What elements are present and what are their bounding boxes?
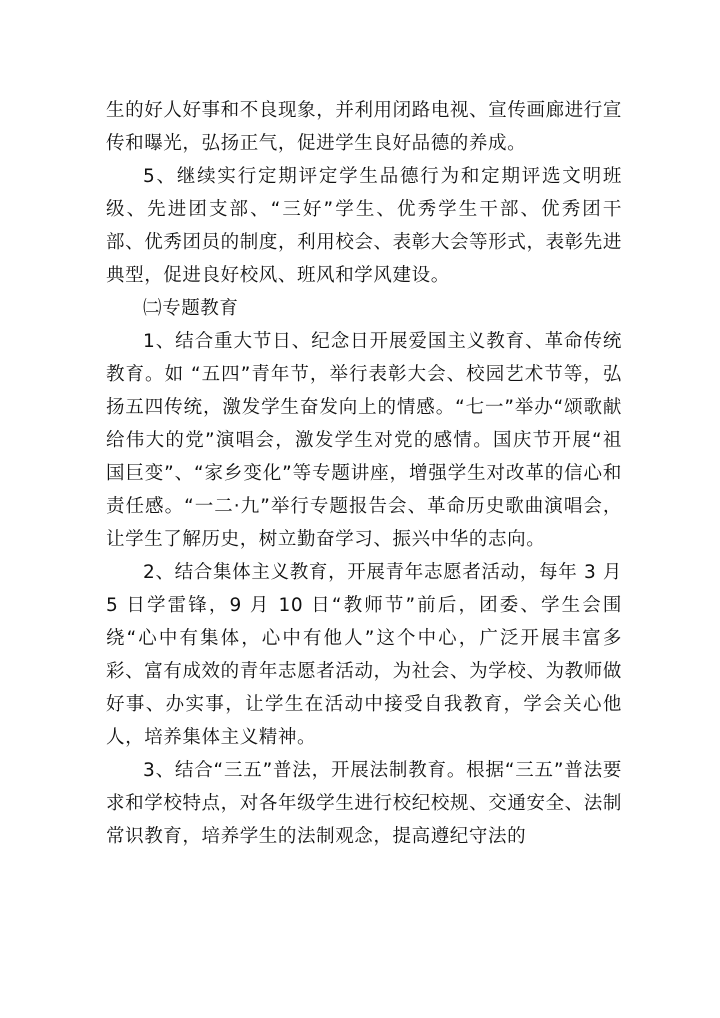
document-body (106, 94, 622, 853)
paragraph-item-1: 1、结合重大节日、纪念日开展爱国主义教育、革命传统教育。如 “五四”青年节，举行表彰大会、校园艺术节等，弘扬五四传统，激发学生奋发向上的情感。“七一”举办“颂歌献给伟大的党”演唱会，激发学生对党的感情。国庆节开展“祖国巨变”、“家乡变化”等专题讲座，增强学生对改革的信心和责任感。“一二·九”举行专题报告会、革命历史歌曲演唱会，让学生了解历史，树立勤奋学习、振兴中华的志向。 (106, 331, 622, 550)
paragraph-item-5: 5、继续实行定期评定学生品德行为和定期评选文明班级、先进团支部、“三好”学生、优秀学生干部、优秀团干部、优秀团员的制度，利用校会、表彰大会等形式，表彰先进典型，促进良好校风、班风和学风建设。 (106, 166, 622, 286)
section-heading-topic-education: ㈡专题教育 (143, 298, 239, 319)
paragraph-item-2: 2、结合集体主义教育，开展青年志愿者活动，每年 3 月 5 日学雷锋，9 月 10 日“教师节”前后，团委、学生会围绕“心中有集体，心中有他人”这个中心，广泛开展丰富多彩、富有成效的青年志愿者活动，为社会、为学校、为教师做好事、办实事，让学生在活动中接受自我教育，学会关心他人，培养集体主义精神。 (106, 562, 622, 748)
paragraph-item-3: 3、结合“三五”普法，开展法制教育。根据“三五”普法要求和学校特点，对各年级学生进行校纪校规、交通安全、法制常识教育，培养学生的法制观念，提高遵纪守法的 (106, 760, 622, 847)
paragraph-continuation: 生的好人好事和不良现象，并利用闭路电视、宣传画廊进行宣传和曝光，弘扬正气，促进学生良好品德的养成。 (106, 100, 622, 154)
